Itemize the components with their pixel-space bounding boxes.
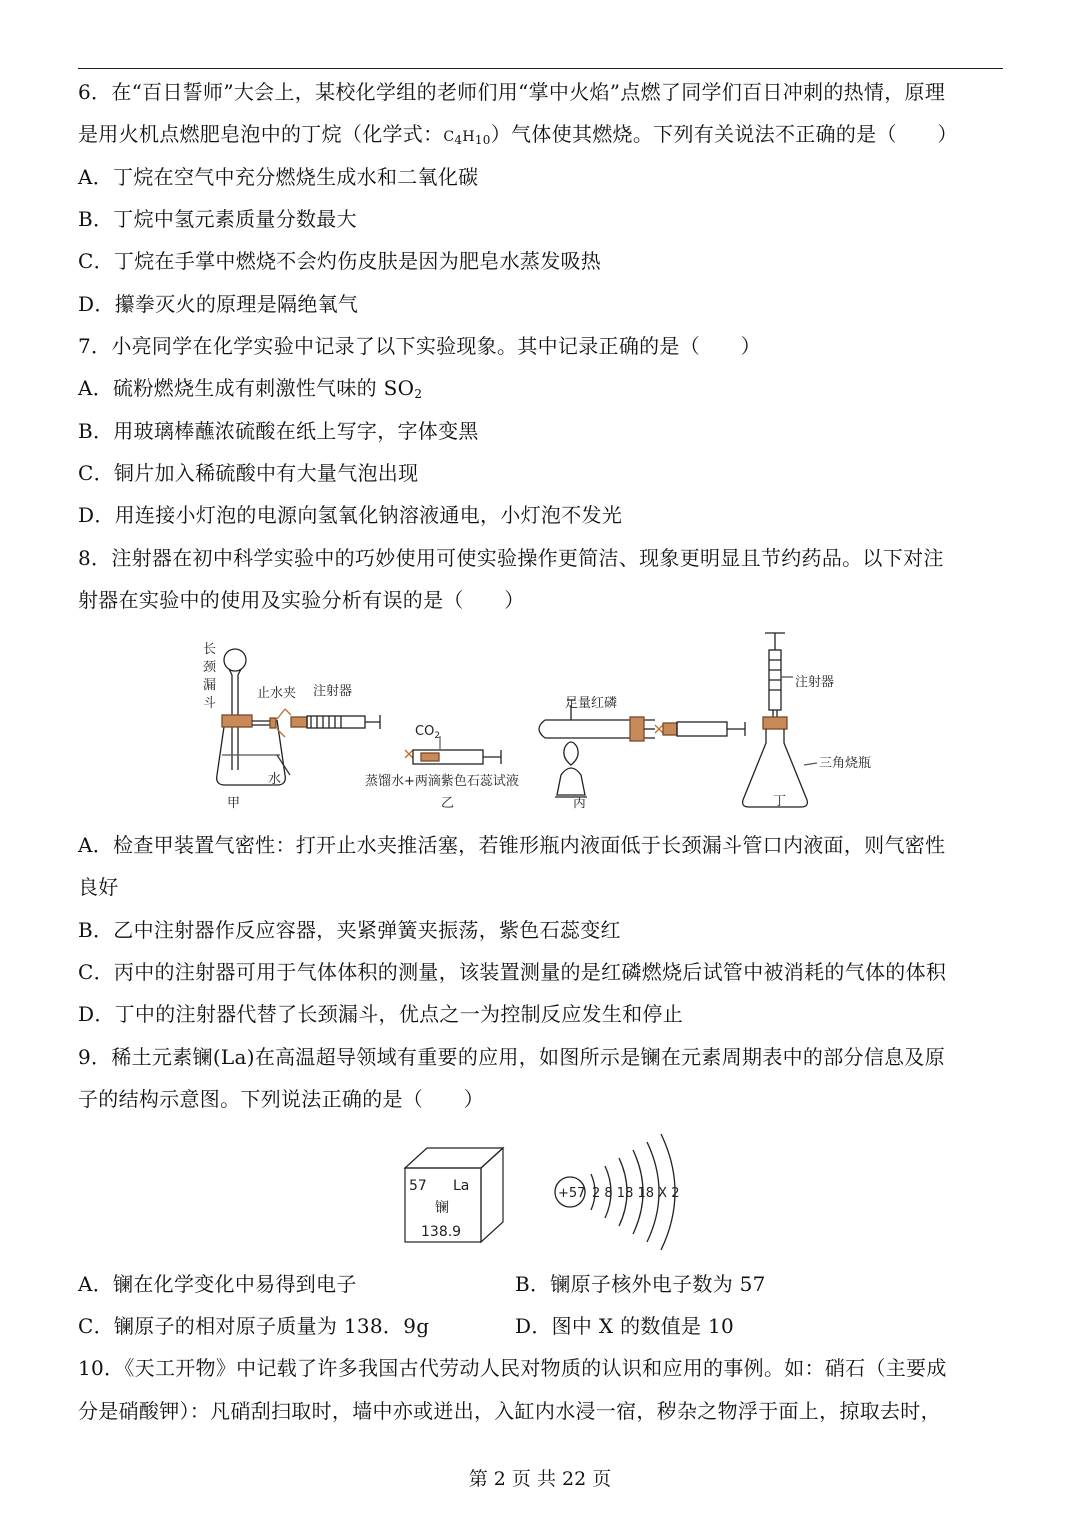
label-ding: 丁 [773,794,787,809]
page-footer: 第 2 页 共 22 页 [468,1468,612,1490]
funnel-label-1: 长 [203,642,217,657]
q7-stem: 7．小亮同学在化学实验中记录了以下实验现象。其中记录正确的是（ ） [78,334,761,358]
funnel-label-3: 漏 [203,678,217,693]
q7-option-d: D．用连接小灯泡的电源向氢氧化钠溶液通电，小灯泡不发光 [78,503,623,527]
atom-shells: 2 8 18 18 X 2 [592,1186,680,1201]
butane-formula: $C_4H_{10}$ [443,129,491,147]
q9-option-c: C．镧原子的相对原子质量为 138．9g [78,1314,430,1338]
label-bing: 丙 [573,796,587,811]
apparatus-bing [539,700,745,797]
label-jia: 甲 [227,796,241,811]
apparatus-yi [405,736,501,764]
co2-label: $CO_2$ [415,724,441,741]
q6-stem-line1: 6．在“百日誓师”大会上，某校化学组的老师们用“掌中火焰”点燃了同学们百日冲刺的热情，原理 [78,80,946,104]
q8-option-d: D．丁中的注射器代替了长颈漏斗，优点之一为控制反应发生和停止 [78,1002,684,1026]
q6-option-d: D．攥拳灭火的原理是隔绝氧气 [78,292,359,316]
element-symbol: La [453,1178,470,1194]
q7-option-c: C．铜片加入稀硫酸中有大量气泡出现 [78,461,419,485]
q9-stem-line2: 子的结构示意图。下列说法正确的是（ ） [78,1087,484,1111]
header-rule [78,68,1003,69]
element-name: 镧 [435,1200,449,1216]
water-label: 水 [268,772,282,787]
q9-option-d: D．图中 X 的数值是 10 [515,1314,734,1338]
atom-nucleus: +57 [558,1186,586,1201]
q10-stem-line1: 10．《天工开物》中记载了许多我国古代劳动人民对物质的认识和应用的事例。如：硝石（主要成 [78,1356,947,1380]
apparatus-jia [217,649,380,785]
q6-option-a: A．丁烷在空气中充分燃烧生成水和二氧化碳 [78,165,479,189]
syringe-label-ding: 注射器 [795,675,835,690]
apparatus-figure [195,625,915,820]
funnel-label-2: 颈 [203,660,217,675]
litmus-label: 蒸馏水+两滴紫色石蕊试液 [365,774,519,789]
phosphorus-label: 足量红磷 [565,696,618,711]
q7-option-b: B．用玻璃棒蘸浓硫酸在纸上写字，字体变黑 [78,419,479,443]
clamp-label: 止水夹 [257,686,297,701]
q9-option-b: B．镧原子核外电子数为 57 [515,1272,766,1296]
q8-stem-line1: 8．注射器在初中科学实验中的巧妙使用可使实验操作更简洁、现象更明显且节约药品。以下对注 [78,546,944,570]
q6-stem-line2: 是用火机点燃肥皂泡中的丁烷（化学式：$C_4H_{10}$）气体使其燃烧。下列有关说法不正确的是（ ） [78,122,958,147]
element-number: 57 [409,1178,427,1194]
funnel-label-4: 斗 [203,696,217,711]
q8-option-c: C．丙中的注射器可用于气体体积的测量，该装置测量的是红磷燃烧后试管中被消耗的气体的体积 [78,960,947,984]
flask-label: 三角烧瓶 [819,756,872,771]
q10-stem-line2: 分是硝酸钾）：凡硝刮扫取时，墙中亦或迸出，入缸内水浸一宿，秽杂之物浮于面上，掠取去时， [78,1399,941,1423]
syringe-label-jia: 注射器 [313,684,353,699]
q8-option-b: B．乙中注射器作反应容器，夹紧弹簧夹振荡，紫色石蕊变红 [78,918,621,942]
q8-option-a-line1: A．检查甲装置气密性：打开止水夹推活塞，若锥形瓶内液面低于长颈漏斗管口内液面，则气密性 [78,833,946,857]
lanthanum-figure [395,1128,695,1256]
q9-option-a: A．镧在化学变化中易得到电子 [78,1272,357,1296]
q9-stem-line1: 9．稀土元素镧(La)在高温超导领域有重要的应用，如图所示是镧在元素周期表中的部分信息及原 [78,1045,946,1069]
q7-option-a: A．硫粉燃烧生成有刺激性气味的 $SO_2$ [78,376,423,401]
label-yi: 乙 [441,796,455,811]
q8-option-a-line2: 良好 [78,875,119,899]
q6-option-b: B．丁烷中氢元素质量分数最大 [78,207,357,231]
element-mass: 138.9 [421,1224,462,1240]
q6-option-c: C．丁烷在手掌中燃烧不会灼伤皮肤是因为肥皂水蒸发吸热 [78,249,602,273]
q8-stem-line2: 射器在实验中的使用及实验分析有误的是（ ） [78,588,525,612]
apparatus-ding [743,633,817,807]
